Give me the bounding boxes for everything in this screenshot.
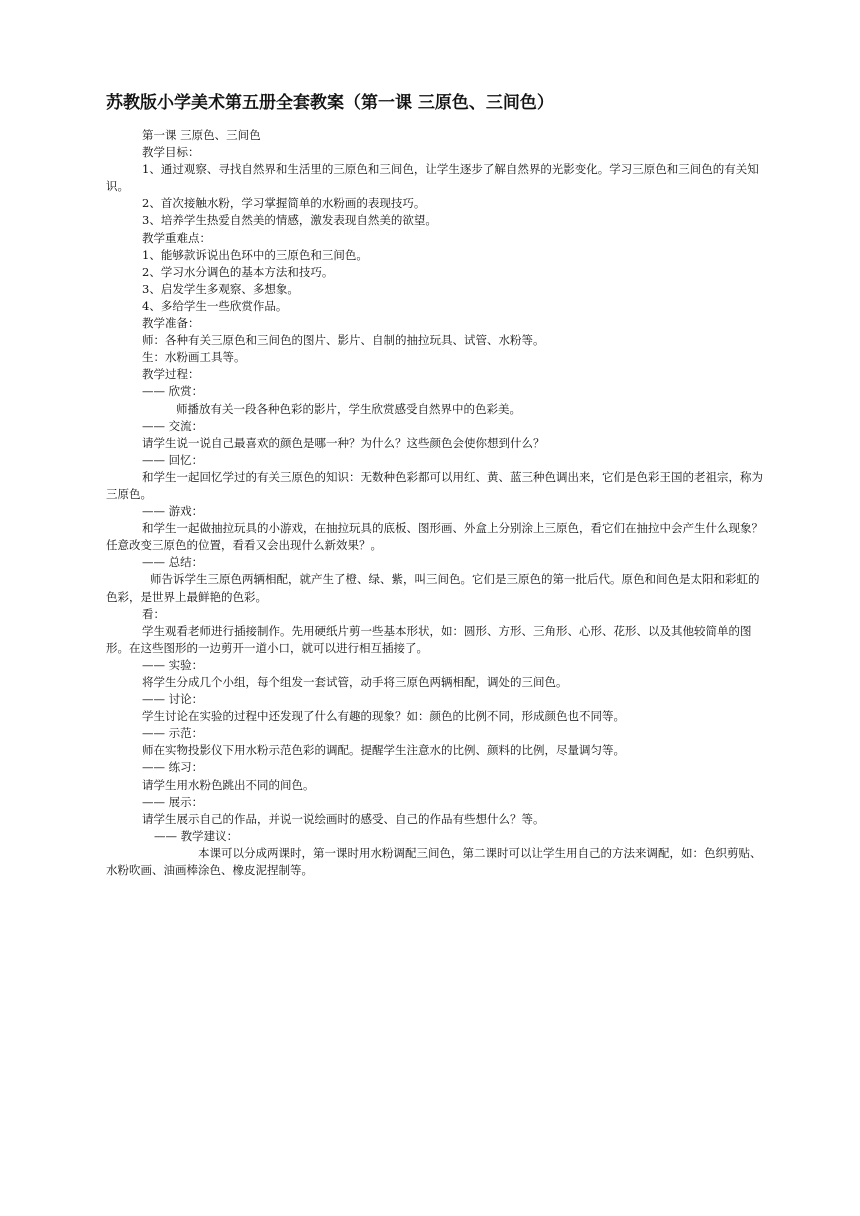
key-point-item: 3、启发学生多观察、多想象。	[142, 281, 299, 296]
step-heading: —— 示范：	[142, 726, 204, 741]
section-heading-process: 教学过程：	[142, 367, 200, 382]
step-text: 请学生用水粉色跳出不同的间色。	[142, 777, 315, 792]
step-heading: 看：	[142, 606, 165, 621]
section-heading-preparation: 教学准备：	[142, 316, 200, 331]
objective-item: 1、通过观察、寻找自然界和生活里的三原色和三间色，让学生逐步了解自然界的光影变化。学习三原色和三间色的有关知识。	[106, 162, 759, 194]
step-text: 师在实物投影仪下用水粉示范色彩的调配。提醒学生注意水的比例、颜料的比例，尽量调匀等。	[142, 743, 625, 758]
step-heading: —— 欣赏：	[142, 384, 204, 399]
key-point-item: 2、学习水分调色的基本方法和技巧。	[142, 264, 334, 279]
step-text: 请学生说一说自己最喜欢的颜色是哪一种？为什么？这些颜色会使你想到什么？	[142, 435, 545, 450]
step-text: 师播放有关一段各种色彩的影片，学生欣赏感受自然界中的色彩美。	[176, 401, 521, 416]
preparation-item: 师：各种有关三原色和三间色的图片、影片、自制的抽拉玩具、试管、水粉等。	[142, 333, 545, 348]
lesson-heading: 第一课 三原色、三间色	[142, 128, 261, 142]
step-heading: —— 回忆：	[142, 452, 204, 467]
step-heading: —— 讨论：	[142, 692, 204, 707]
preparation-item: 生：水粉画工具等。	[142, 350, 246, 365]
step-text: 师告诉学生三原色两辆相配，就产生了橙、绿、紫，叫三间色。它们是三原色的第一批后代。原色和间色是太阳和彩虹的色彩，是世界上最鲜艳的色彩。	[106, 572, 760, 604]
step-heading: —— 游戏：	[142, 504, 204, 519]
step-heading: —— 总结：	[142, 555, 204, 570]
step-heading: —— 交流：	[142, 418, 204, 433]
document-body	[106, 127, 770, 879]
key-point-item: 4、多给学生一些欣赏作品。	[142, 298, 288, 313]
step-text: 学生观看老师进行插接制作。先用硬纸片剪一些基本形状，如：圆形、方形、三角形、心形、花形、以及其他较简单的图形。在这些图形的一边剪开一道小口，就可以进行相互插接了。	[106, 623, 752, 655]
step-text: 将学生分成几个小组，每个组发一套试管，动手将三原色两辆相配，调处的三间色。	[142, 675, 568, 689]
section-heading-key-points: 教学重难点：	[142, 230, 211, 245]
page-title: 苏教版小学美术第五册全套教案（第一课 三原色、三间色）	[106, 93, 554, 113]
step-heading: —— 展示：	[142, 794, 204, 809]
section-heading-suggestions: —— 教学建议：	[154, 828, 239, 843]
objective-item: 2、首次接触水粉，学习掌握简单的水粉画的表现技巧。	[142, 196, 426, 211]
step-heading: —— 练习：	[142, 760, 204, 775]
step-heading: —— 实验：	[142, 657, 204, 672]
suggestion-text: 本课可以分成两课时，第一课时用水粉调配三间色，第二课时可以让学生用自己的方法来调配，如：色织剪贴、水粉吹画、油画棒涂色、橡皮泥捏制等。	[106, 845, 762, 878]
step-text: 学生讨论在实验的过程中还发现了什么有趣的现象？如：颜色的比例不同，形成颜色也不同等。	[142, 709, 625, 724]
step-text: 和学生一起回忆学过的有关三原色的知识：无数种色彩都可以用红、黄、蓝三种色调出来，它们是色彩王国的老祖宗，称为三原色。	[106, 469, 763, 501]
section-heading-objectives: 教学目标：	[142, 145, 200, 160]
step-text: 请学生展示自己的作品，并说一说绘画时的感受、自己的作品有些想什么？等。	[142, 811, 545, 826]
key-point-item: 1、能够款诉说出色环中的三原色和三间色。	[142, 247, 368, 262]
step-text: 和学生一起做抽拉玩具的小游戏，在抽拉玩具的底板、图形画、外盒上分别涂上三原色，看它们在抽拉中会产生什么现象？任意改变三原色的位置，看看又会出现什么新效果？。	[106, 521, 763, 553]
objective-item: 3、培养学生热爱自然美的情感，激发表现自然美的欲望。	[142, 213, 437, 228]
